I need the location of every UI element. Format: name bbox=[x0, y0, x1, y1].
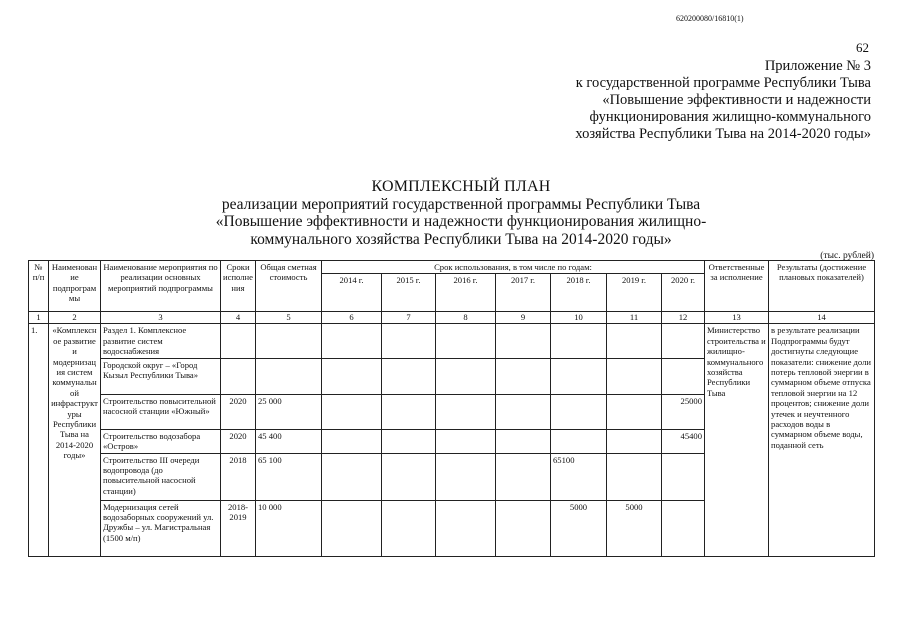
year-cell bbox=[607, 324, 662, 358]
header-year: 2018 г. bbox=[551, 274, 607, 312]
year-cell: 5000 bbox=[607, 500, 662, 556]
header-year: 2019 г. bbox=[607, 274, 662, 312]
header-year: 2014 г. bbox=[322, 274, 382, 312]
col-number: 13 bbox=[705, 312, 769, 324]
year-cell bbox=[322, 429, 382, 453]
year-cell bbox=[607, 453, 662, 500]
cost-cell: 25 000 bbox=[256, 394, 322, 429]
year-cell bbox=[322, 394, 382, 429]
appendix-line: Приложение № 3 bbox=[764, 58, 871, 74]
year-cell bbox=[551, 358, 607, 394]
header-responsible: Ответственные за исполнение bbox=[705, 261, 769, 312]
col-number: 7 bbox=[382, 312, 436, 324]
cost-cell: 65 100 bbox=[256, 453, 322, 500]
col-number: 14 bbox=[769, 312, 875, 324]
term-cell: 2020 bbox=[221, 394, 256, 429]
year-cell bbox=[607, 358, 662, 394]
year-cell bbox=[551, 429, 607, 453]
header-year: 2016 г. bbox=[436, 274, 496, 312]
appendix-line: функционирования жилищно-коммунального bbox=[589, 109, 871, 125]
term-cell: 2020 bbox=[221, 429, 256, 453]
header-year: 2020 г. bbox=[662, 274, 705, 312]
year-cell bbox=[322, 358, 382, 394]
year-cell: 25000 bbox=[662, 394, 705, 429]
cost-cell: 45 400 bbox=[256, 429, 322, 453]
year-cell bbox=[496, 358, 551, 394]
year-cell bbox=[662, 453, 705, 500]
header-year: 2015 г. bbox=[382, 274, 436, 312]
column-number-row bbox=[29, 312, 875, 324]
col-number: 4 bbox=[221, 312, 256, 324]
header-cost: Общая сметная стоимость bbox=[256, 261, 322, 312]
col-number: 10 bbox=[551, 312, 607, 324]
header-measure: Наименование мероприятия по реализации основных мероприятий подпрограммы bbox=[101, 261, 221, 312]
units-note: (тыс. рублей) bbox=[820, 251, 874, 261]
title-line: КОМПЛЕКСНЫЙ ПЛАН bbox=[371, 178, 551, 195]
results-text: в результате реализации Подпрограммы будут достигнуты следующие показатели: снижение доли потерь тепловой энергии в суммарном объеме отпуска тепловой энергии на 12 процентов; снижение доли утечек и неучтенного расходов воды в суммарном объеме воды, поданной сеть bbox=[769, 324, 875, 556]
col-number: 2 bbox=[49, 312, 101, 324]
measure-name: Городской округ – «Город Кызыл Республики Тыва» bbox=[101, 358, 221, 394]
subprogram-name: «Комплексное развитие и модернизация систем коммунальной инфраструктуры Республики Тыва на 2014-2020 годы» bbox=[49, 324, 101, 556]
measure-name: Раздел 1. Комплексное развитие систем водоснабжения bbox=[101, 324, 221, 358]
appendix-line: «Повышение эффективности и надежности bbox=[602, 92, 871, 108]
year-cell bbox=[496, 453, 551, 500]
col-number: 5 bbox=[256, 312, 322, 324]
measure-name: Строительство повысительной насосной станции «Южный» bbox=[101, 394, 221, 429]
year-cell bbox=[607, 394, 662, 429]
col-number: 1 bbox=[29, 312, 49, 324]
appendix-line: к государственной программе Республики Тыва bbox=[575, 75, 871, 91]
year-cell bbox=[382, 324, 436, 358]
document-title bbox=[150, 178, 772, 248]
title-line: «Повышение эффективности и надежности функционирования жилищно- bbox=[215, 213, 707, 230]
year-cell bbox=[662, 358, 705, 394]
year-cell bbox=[662, 500, 705, 556]
header-term: Сроки исполнения bbox=[221, 261, 256, 312]
year-cell: 5000 bbox=[551, 500, 607, 556]
header-results: Результаты (достижение плановых показателей) bbox=[769, 261, 875, 312]
year-cell bbox=[322, 453, 382, 500]
header-year: 2017 г. bbox=[496, 274, 551, 312]
year-cell bbox=[322, 324, 382, 358]
term-cell: 2018-2019 bbox=[221, 500, 256, 556]
year-cell bbox=[496, 324, 551, 358]
table-row bbox=[29, 324, 875, 358]
row-number: 1. bbox=[29, 324, 49, 556]
year-cell bbox=[436, 394, 496, 429]
year-cell bbox=[436, 453, 496, 500]
year-cell bbox=[382, 358, 436, 394]
year-cell bbox=[382, 453, 436, 500]
year-cell bbox=[382, 394, 436, 429]
year-cell: 65100 bbox=[551, 453, 607, 500]
year-cell: 45400 bbox=[662, 429, 705, 453]
measure-name: Модернизация сетей водозаборных сооружений ул. Дружбы – ул. Магистральная (1500 м/п) bbox=[101, 500, 221, 556]
year-cell bbox=[436, 500, 496, 556]
page-number: 62 bbox=[856, 40, 869, 55]
document-number: 620200080/16810(1) bbox=[676, 14, 744, 23]
year-cell bbox=[496, 394, 551, 429]
year-cell bbox=[382, 500, 436, 556]
year-cell bbox=[382, 429, 436, 453]
col-number: 6 bbox=[322, 312, 382, 324]
col-number: 9 bbox=[496, 312, 551, 324]
year-cell bbox=[436, 358, 496, 394]
term-cell bbox=[221, 324, 256, 358]
header-row bbox=[29, 261, 875, 274]
year-cell bbox=[496, 500, 551, 556]
title-line: реализации мероприятий государственной программы Республики Тыва bbox=[221, 195, 701, 213]
header-num: № п/п bbox=[29, 261, 49, 312]
appendix-header bbox=[490, 58, 871, 143]
year-cell bbox=[662, 324, 705, 358]
col-number: 12 bbox=[662, 312, 705, 324]
year-cell bbox=[551, 324, 607, 358]
appendix-line: хозяйства Республики Тыва на 2014-2020 годы» bbox=[575, 126, 871, 142]
cost-cell bbox=[256, 324, 322, 358]
year-cell bbox=[551, 394, 607, 429]
responsible-org: Министерство строительства и жилищно-коммунального хозяйства Республики Тыва bbox=[705, 324, 769, 556]
year-cell bbox=[607, 429, 662, 453]
header-subprogram: Наименование подпрограммы bbox=[49, 261, 101, 312]
col-number: 8 bbox=[436, 312, 496, 324]
year-cell bbox=[322, 500, 382, 556]
cost-cell: 10 000 bbox=[256, 500, 322, 556]
measure-name: Строительство III очереди водопровода (до повысительной насосной станции) bbox=[101, 453, 221, 500]
term-cell: 2018 bbox=[221, 453, 256, 500]
year-cell bbox=[436, 324, 496, 358]
title-line: коммунального хозяйства Республики Тыва на 2014-2020 годы» bbox=[250, 230, 672, 248]
term-cell bbox=[221, 358, 256, 394]
year-cell bbox=[496, 429, 551, 453]
header-years-group: Срок использования, в том числе по годам: bbox=[322, 261, 705, 274]
col-number: 3 bbox=[101, 312, 221, 324]
cost-cell bbox=[256, 358, 322, 394]
measure-name: Строительство водозабора «Остров» bbox=[101, 429, 221, 453]
year-cell bbox=[436, 429, 496, 453]
col-number: 11 bbox=[607, 312, 662, 324]
plan-table bbox=[28, 260, 875, 557]
